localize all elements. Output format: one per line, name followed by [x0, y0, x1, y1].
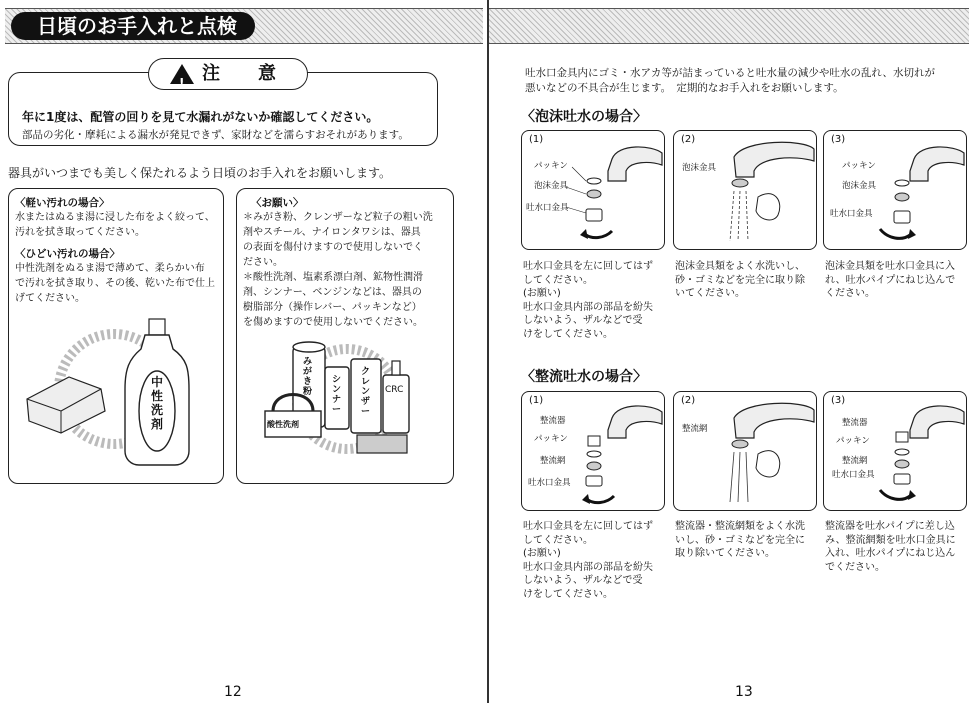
request-line: ＊みがき粉、クレンザーなど粒子の粗い洗 — [243, 212, 433, 223]
rect-step-1-figure: (1) 整流器 パッキン 整流網 吐水口金具 — [521, 391, 665, 511]
foam-step-2-figure: (2) 泡沫金具 — [673, 130, 817, 250]
caution-label: !注 意 — [148, 58, 308, 90]
header-band — [5, 8, 483, 44]
light-dirt-line: 汚れを拭き取ってください。 — [15, 227, 145, 238]
header-band — [489, 8, 969, 44]
intro-text: 吐水口金具内にゴミ・水アカ等が詰まっていると吐水量の減少や吐水の乱れ、水切れが 悪いなどの不具合が生じます。 定期的なお手入れをお願いします。 — [525, 67, 936, 94]
request-line: ＊酸性洗剤、塩素系漂白剤、鉱物性潤滑 — [243, 272, 423, 283]
part-label: パッキン — [836, 436, 870, 446]
foam-heading: 〈泡沫吐水の場合〉 — [521, 109, 647, 125]
part-label: 整流網 — [540, 456, 566, 466]
right-page — [489, 0, 974, 703]
heavy-dirt-line: 中性洗剤をぬるま湯で薄めて、柔らかい布 — [15, 263, 205, 274]
request-line: ださい。 — [243, 257, 283, 268]
rect-step-3-figure: (3) 整流器 パッキン 整流網 吐水口金具 — [823, 391, 967, 511]
rect-step-1-caption: 吐水口金具を左に回してはず してください。 (お願い) 吐水口金具内部の部品を紛失 しないよう、ザルなどで受 けをしてください。 — [523, 521, 653, 600]
part-label: 吐水口金具 — [526, 203, 569, 213]
part-label: パッキン — [842, 161, 876, 171]
warning-icon — [170, 64, 194, 84]
foam-step-3-caption: 泡沫金具類を吐水口金具に入 れ、吐水パイプにねじ込んで ください。 — [825, 261, 956, 299]
rect-step-2-caption: 整流器・整流網類をよく水洗 いし、砂・ゴミなどを完全に 取り除いてください。 — [675, 521, 805, 559]
foam-step-1-figure: (1) パッキン 泡沫金具 吐水口金具 — [521, 130, 665, 250]
acid-detergent-label: 酸性洗剤 — [267, 420, 299, 429]
request-heading: 〈お願い〉 — [251, 197, 304, 209]
caution-text: 年に1度は、配管の回りを見て水漏れがないか確認してください。 — [22, 110, 379, 124]
rect-step-3-caption: 整流器を吐水パイプに差し込 み、整流網類を吐水口金具に 入れ、吐水パイプにねじ込ん でください。 — [825, 521, 956, 573]
foam-step-1-caption: 吐水口金具を左に回してはず してください。 (お願い) 吐水口金具内部の部品を紛失 しないよう、ザルなどで受 けをしてください。 — [523, 261, 653, 340]
heavy-dirt-heading: 〈ひどい汚れの場合〉 — [15, 248, 120, 260]
cleaning-box — [8, 188, 224, 484]
part-label: 泡沫金具 — [534, 181, 569, 191]
part-label: パッキン — [534, 434, 568, 444]
request-line: 剤やスチール、ナイロンタワシは、器具 — [243, 227, 421, 238]
polish-label: みがき粉 — [303, 357, 313, 397]
light-dirt-heading: 〈軽い汚れの場合〉 — [15, 197, 110, 209]
request-box — [236, 188, 454, 484]
rect-step-2-figure: (2) 整流網 — [673, 391, 817, 511]
part-label: 整流網 — [842, 456, 868, 466]
light-dirt-line: 水またはぬるま湯に浸した布をよく絞って、 — [15, 212, 215, 223]
part-label: 泡沫金具 — [842, 181, 877, 191]
thinner-label: シンナー — [332, 375, 342, 415]
page-number: 13 — [735, 684, 753, 700]
detergent-illustration — [9, 189, 223, 483]
part-label: 吐水口金具 — [830, 209, 873, 219]
part-label: 泡沫金具 — [682, 163, 717, 173]
intro-text: 器具がいつまでも美しく保たれるよう日頃のお手入れをお願いします。 — [8, 166, 392, 180]
part-label: 整流網 — [682, 424, 708, 434]
crc-label: CRC — [385, 385, 404, 395]
foam-step-2-caption: 泡沫金具類をよく水洗いし、 砂・ゴミなどを完全に取り除 いてください。 — [675, 261, 805, 299]
heavy-dirt-line: で汚れを拭き取り、その後、乾いた布で仕上 — [15, 278, 215, 289]
rect-heading: 〈整流吐水の場合〉 — [521, 369, 647, 385]
request-line: を傷めますので使用しないでください。 — [243, 317, 423, 328]
request-line: 剤、シンナー、ベンジンなどは、器具の — [243, 287, 422, 298]
cleaning-products-illustration — [237, 189, 453, 483]
caution-detail: 部品の劣化・摩耗による漏水が発見できず、家財などを濡らすおそれがあります。 — [22, 129, 409, 141]
request-line: 樹脂部分（操作レバー、パッキンなど） — [243, 302, 422, 313]
foam-step-3-figure: (3) パッキン 泡沫金具 吐水口金具 — [823, 130, 967, 250]
part-label: 整流器 — [842, 418, 868, 428]
part-label: 整流器 — [540, 416, 566, 426]
page-number: 12 — [224, 684, 242, 700]
part-label: 吐水口金具 — [528, 478, 571, 488]
detergent-label: 中性洗剤 — [150, 375, 163, 431]
part-label: 吐水口金具 — [832, 470, 875, 480]
cleanser-label: クレンザー — [361, 367, 371, 417]
part-label: パッキン — [534, 161, 568, 171]
heavy-dirt-line: げてください。 — [15, 293, 85, 304]
page-title: 日頃のお手入れと点検 — [11, 12, 255, 40]
request-line: の表面を傷付けますので使用しないでく — [243, 242, 423, 253]
